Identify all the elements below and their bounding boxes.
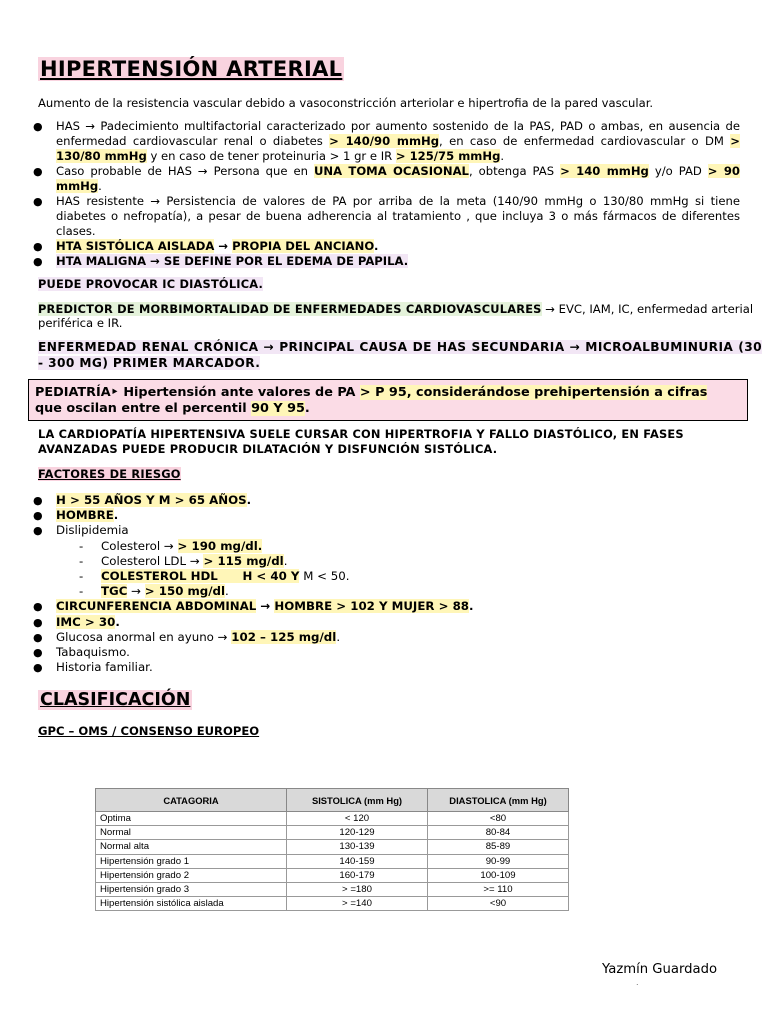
list-item: ● IMC > 30. — [56, 615, 740, 630]
table-cell: 80-84 — [428, 826, 569, 840]
column-header: CATAGORIA — [96, 789, 287, 812]
list-item: ● H > 55 AÑOS Y M > 65 AÑOS. — [56, 493, 740, 508]
table-row — [96, 840, 569, 854]
table-cell: Hipertensión sistólica aislada — [96, 897, 287, 911]
table-cell: 85-89 — [428, 840, 569, 854]
list-item: ● Dislipidemia - Colesterol → > 190 mg/dl. - Colesterol LDL → > 115 mg/dl. - COLESTEROL HDL H < 40 Y M < 50. - TGC → > 150 mg/dl. — [56, 523, 740, 599]
list-item: ● HAS resistente → Persistencia de valores de PA por arriba de la meta (140/90 mmHg o 130/80 mmHg si tiene diabetes o nefropatía), a pesar de buena adherencia al tratamiento , que incluya 3 o más fármacos de diferentes clases. — [56, 194, 740, 239]
table-header-row — [96, 789, 569, 812]
column-header: SISTOLICA (mm Hg) — [287, 789, 428, 812]
column-header: DIASTOLICA (mm Hg) — [428, 789, 569, 812]
list-item: ● Tabaquismo. — [56, 645, 740, 660]
dyslipidemia-sublist — [56, 539, 740, 600]
table-cell: 90-99 — [428, 854, 569, 868]
list-item: ● CIRCUNFERENCIA ABDOMINAL → HOMBRE > 102 Y MUJER > 88. — [56, 599, 740, 614]
table-cell: 130-139 — [287, 840, 428, 854]
table-cell: 160-179 — [287, 868, 428, 882]
pediatric-box: PEDIATRÍA‣ Hipertensión ante valores de PA > P 95, considerándose prehipertensión a cifras que oscilan entre el percentil 90 Y 95. — [28, 379, 748, 421]
table-cell: Hipertensión grado 3 — [96, 882, 287, 896]
table-cell: Optima — [96, 812, 287, 826]
table-cell: Hipertensión grado 2 — [96, 868, 287, 882]
table-row — [96, 897, 569, 911]
table-row — [96, 882, 569, 896]
list-item: - Colesterol → > 190 mg/dl. — [101, 539, 740, 554]
page-title: HIPERTENSIÓN ARTERIAL — [40, 57, 343, 81]
renal-statement: ENFERMEDAD RENAL CRÓNICA → PRINCIPAL CAUSA DE HAS SECUNDARIA → MICROALBUMINURIA (30 - 300 MG) PRIMER MARCADOR. — [38, 340, 762, 370]
table-cell: <80 — [428, 812, 569, 826]
page-mark: . — [636, 978, 639, 987]
list-item: ● HAS → Padecimiento multifactorial caracterizado por aumento sostenido de la PAS, PAD o ambas, en ausencia de enfermedad cardiovascular renal o diabetes > 140/90 mmHg, en caso de enfermedad cardiovascular o DM > 130/80 mmHg y en caso de tener proteinuria > 1 gr e IR > 125/75 mmHg. — [56, 119, 740, 164]
arrow-icon: ‣ — [110, 385, 119, 400]
table-cell: 100-109 — [428, 868, 569, 882]
classification-heading: CLASIFICACIÓN — [40, 690, 191, 710]
table-row — [96, 812, 569, 826]
table-cell: <90 — [428, 897, 569, 911]
table-cell: 120-129 — [287, 826, 428, 840]
list-item: ● HOMBRE. — [56, 508, 740, 523]
table-row — [96, 854, 569, 868]
list-item: ● HTA MALIGNA → SE DEFINE POR EL EDEMA DE PAPILA. — [56, 254, 740, 269]
table-cell: Hipertensión grado 1 — [96, 854, 287, 868]
list-item: ● Historia familiar. — [56, 660, 740, 675]
list-item: - COLESTEROL HDL H < 40 Y M < 50. — [101, 569, 740, 584]
author-name: Yazmín Guardado — [602, 962, 718, 977]
cardiopathy-statement: LA CARDIOPATÍA HIPERTENSIVA SUELE CURSAR CON HIPERTROFIA Y FALLO DIASTÓLICO, EN FASES AVANZADAS PUEDE PRODUCIR DILATACIÓN Y DISFUNCIÓN SISTÓLICA. — [38, 427, 684, 456]
has-definitions-list — [56, 119, 740, 269]
table-cell: Normal — [96, 826, 287, 840]
ic-statement: PUEDE PROVOCAR IC DIASTÓLICA. — [38, 277, 264, 291]
list-item: - Colesterol LDL → > 115 mg/dl. — [101, 554, 740, 569]
table-cell: < 120 — [287, 812, 428, 826]
table-cell: Normal alta — [96, 840, 287, 854]
list-item: - TGC → > 150 mg/dl. — [101, 584, 740, 599]
list-item: ● HTA SISTÓLICA AISLADA → PROPIA DEL ANCIANO. — [56, 239, 740, 254]
predictor-statement: PREDICTOR DE MORBIMORTALIDAD DE ENFERMEDADES CARDIOVASCULARES → EVC, IAM, IC, enfermedad arterial periférica e IR. — [38, 302, 754, 330]
risk-factors-heading: FACTORES DE RIESGO — [38, 467, 181, 481]
guideline-subtitle: GPC – OMS / CONSENSO EUROPEO — [38, 724, 260, 738]
intro-paragraph: Aumento de la resistencia vascular debido a vasoconstricción arteriolar e hipertrofia de la pared vascular. — [38, 96, 654, 110]
table-cell: >= 110 — [428, 882, 569, 896]
table-cell: > =140 — [287, 897, 428, 911]
table-row — [96, 826, 569, 840]
table-cell: > =180 — [287, 882, 428, 896]
table-row — [96, 868, 569, 882]
risk-factors-list — [56, 493, 740, 675]
list-item: ● Glucosa anormal en ayuno → 102 – 125 mg/dl. — [56, 630, 740, 645]
table-cell: 140-159 — [287, 854, 428, 868]
list-item: ● Caso probable de HAS → Persona que en UNA TOMA OCASIONAL, obtenga PAS > 140 mmHg y/o PAD > 90 mmHg. — [56, 164, 740, 194]
classification-table — [95, 788, 569, 911]
